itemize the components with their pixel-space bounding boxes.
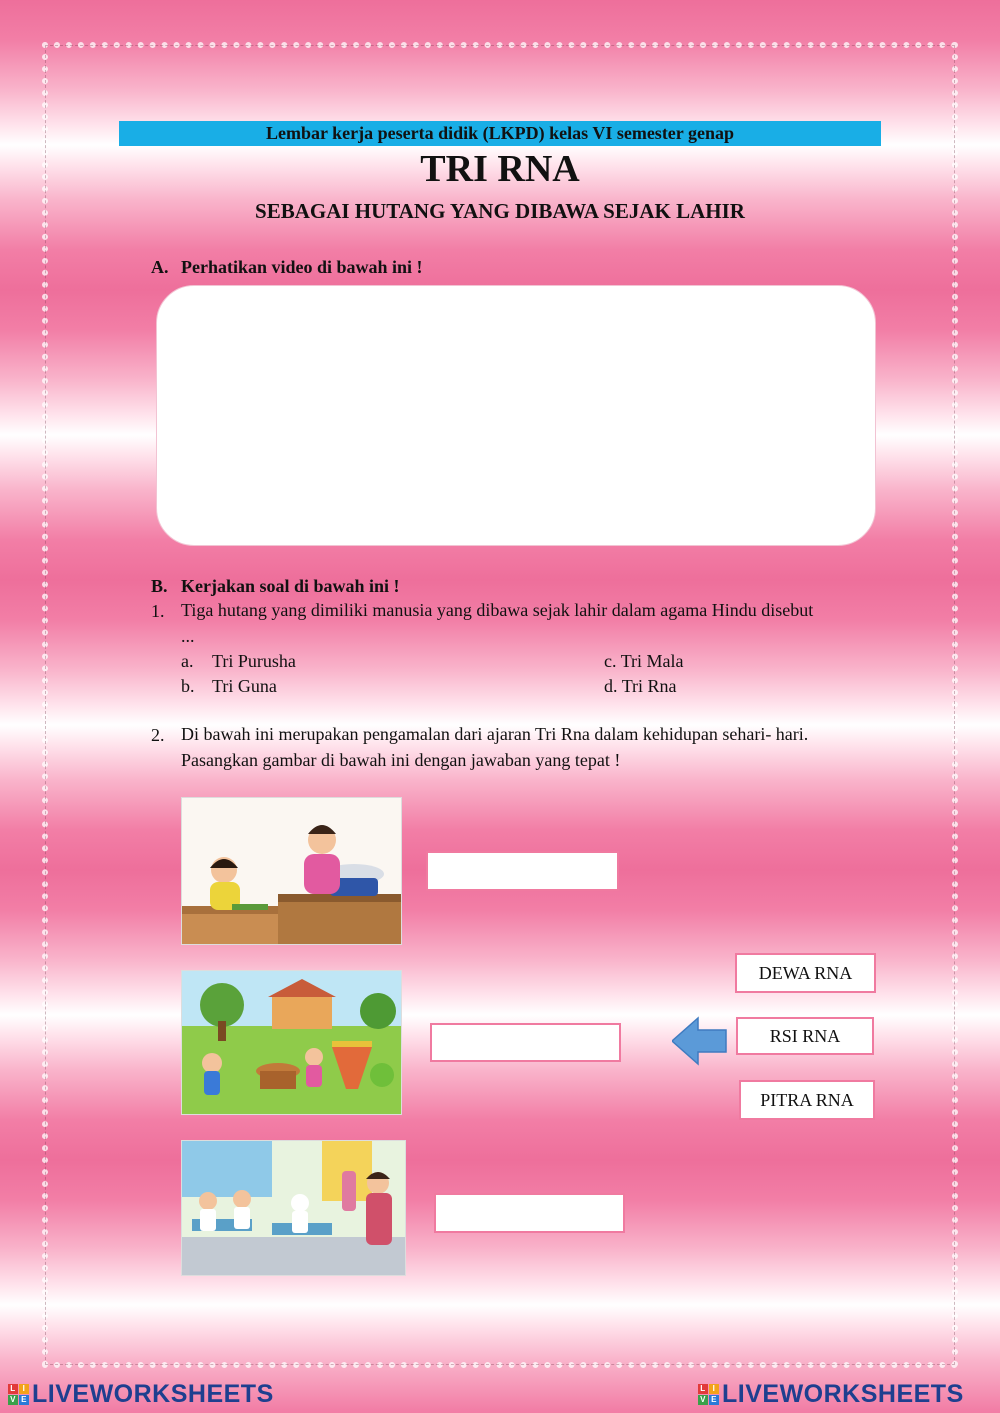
option-b-letter: b. (181, 676, 195, 696)
logo-letter-v-right: V (698, 1395, 708, 1405)
logo-letter-i-right: I (709, 1384, 719, 1394)
picture-park (181, 970, 402, 1115)
liveworksheets-logo-icon-right (698, 1384, 719, 1405)
logo-letter-l-right: L (698, 1384, 708, 1394)
section-b-letter: B. (151, 576, 168, 596)
answer-box-1[interactable] (426, 851, 619, 891)
option-a[interactable] (181, 649, 296, 673)
picture-cooking (181, 797, 402, 945)
classroom-illustration (182, 1141, 405, 1275)
page-title: TRI RNA (420, 148, 580, 190)
option-d-text: Tri Rna (621, 676, 677, 696)
choice-rsi-rna[interactable]: RSI RNA (736, 1017, 874, 1055)
arrow-left-icon (672, 1016, 728, 1066)
liveworksheets-logo-left (8, 1380, 274, 1409)
option-d-letter: d. (604, 676, 618, 696)
liveworksheets-logo-icon (8, 1384, 29, 1405)
option-d[interactable] (604, 674, 677, 698)
question-1-number: 1. (151, 601, 165, 621)
question-2-text: Di bawah ini merupakan pengamalan dari ajaran Tri Rna dalam kehidupan sehari- hari. (181, 724, 809, 744)
choice-pitra-rna[interactable]: PITRA RNA (739, 1080, 875, 1120)
option-a-text: Tri Purusha (212, 651, 296, 671)
picture-classroom (181, 1140, 406, 1276)
logo-letter-i: I (19, 1384, 29, 1394)
answer-box-3[interactable] (434, 1193, 625, 1233)
question-1-text: Tiga hutang yang dimiliki manusia yang dibawa sejak lahir dalam agama Hindu disebut (181, 600, 814, 620)
answer-box-2[interactable] (430, 1023, 621, 1062)
logo-letter-e-right: E (709, 1395, 719, 1405)
choice-dewa-rna[interactable]: DEWA RNA (735, 953, 876, 993)
park-illustration (182, 971, 401, 1114)
section-a-letter: A. (151, 257, 169, 277)
logo-letter-v: V (8, 1395, 18, 1405)
section-b-heading (151, 575, 400, 597)
page-border (42, 42, 958, 1368)
cooking-illustration (182, 798, 401, 944)
question-2-instruction: Pasangkan gambar di bawah ini dengan jawaban yang tepat ! (181, 750, 621, 770)
logo-letter-e: E (19, 1395, 29, 1405)
video-player-area[interactable] (156, 285, 876, 546)
page-subtitle: SEBAGAI HUTANG YANG DIBAWA SEJAK LAHIR (255, 199, 745, 223)
liveworksheets-brand-text-right: LIVEWORKSHEETS (722, 1380, 964, 1408)
section-b-text: Kerjakan soal di bawah ini ! (181, 576, 400, 596)
logo-letter-l: L (8, 1384, 18, 1394)
option-c-text: Tri Mala (620, 651, 684, 671)
option-b-text: Tri Guna (212, 676, 277, 696)
option-b[interactable] (181, 674, 277, 698)
liveworksheets-brand-text: LIVEWORKSHEETS (32, 1380, 274, 1408)
header-band-text: Lembar kerja peserta didik (LKPD) kelas VI semester genap (266, 123, 734, 143)
question-1-ellipsis: ... (181, 626, 195, 646)
question-2-number: 2. (151, 725, 165, 745)
option-a-letter: a. (181, 651, 194, 671)
section-a-heading (151, 256, 423, 278)
option-c-letter: c. (604, 651, 617, 671)
section-a-text: Perhatikan video di bawah ini ! (181, 257, 423, 277)
header-band (119, 121, 881, 146)
option-c[interactable] (604, 649, 684, 673)
liveworksheets-logo-right (698, 1380, 964, 1409)
